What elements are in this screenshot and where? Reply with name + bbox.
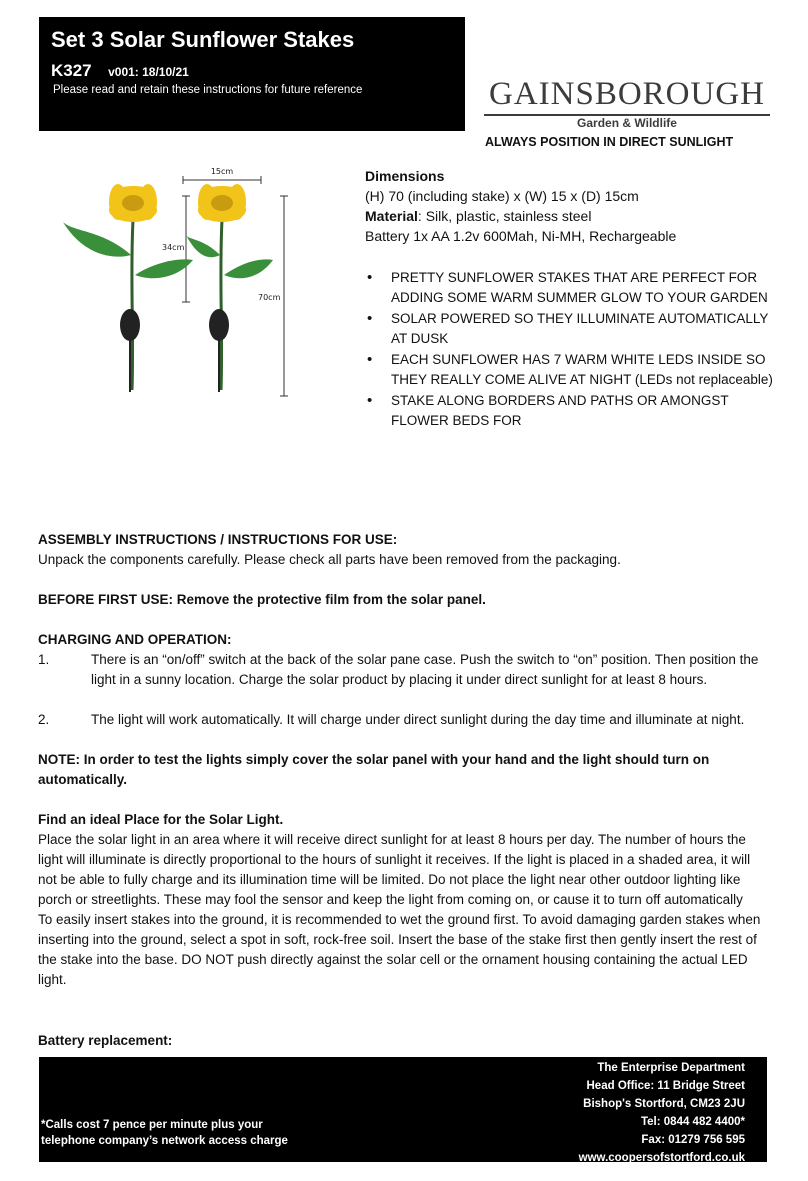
department-name: The Enterprise Department (597, 1062, 745, 1074)
material-row (365, 206, 785, 226)
step-number: 1. (38, 652, 50, 667)
assembly-heading: ASSEMBLY INSTRUCTIONS / INSTRUCTIONS FOR USE: (38, 532, 398, 547)
height-dimension-label: 70cm (258, 293, 281, 302)
document-title: Set 3 Solar Sunflower Stakes (51, 27, 355, 52)
placement-heading: Find an ideal Place for the Solar Light. (38, 812, 284, 827)
placement-section (38, 810, 768, 990)
contact-details (579, 1059, 745, 1167)
logo-brand-text: GAINSBOROUGH (488, 76, 766, 112)
charging-heading (38, 630, 768, 650)
list-item: • EACH SUNFLOWER HAS 7 WARM WHITE LEDS INSIDE SO THEY REALLY COME ALIVE AT NIGHT (LEDs not replaceable) (365, 350, 785, 390)
width-dimension-label: 15cm (210, 167, 234, 176)
sunflower-stake-right (186, 184, 273, 392)
placement-paragraph-1: Place the solar light in an area where it will receive direct sunlight for at least 8 hours per day. The number of hours the light will illuminate is directly proportional to the hours of sunlight it receives. If the light is placed in a shaded area, it will not be able to fully charge and its illumination time will be limited. Do not place the light near other outdoor lighting like porch or streetlights. These may fool the sensor and keep the light from coming on, or cause it to turn off automatically (38, 832, 751, 907)
header-code-row (51, 61, 189, 81)
dimensions-value: (H) 70 (including stake) x (W) 15 x (D) 15cm (365, 188, 639, 204)
list-item: • STAKE ALONG BORDERS AND PATHS OR AMONGST FLOWER BEDS FOR (365, 391, 785, 431)
charging-heading-text: CHARGING AND OPERATION: (38, 632, 232, 647)
step-text: The light will work automatically. It will charge under direct sunlight during the day time and illuminate at night. (91, 712, 745, 727)
sunflower-stake-left (63, 184, 193, 392)
list-item: • PRETTY SUNFLOWER STAKES THAT ARE PERFECT FOR ADDING SOME WARM SUMMER GLOW TO YOUR GARDEN (365, 268, 785, 308)
step-number: 2. (38, 712, 50, 727)
charging-step-2 (38, 710, 768, 730)
material-value: : Silk, plastic, stainless steel (417, 208, 592, 224)
address-line-2: Bishop's Stortford, CM23 2JU (583, 1098, 745, 1110)
feature-list (365, 268, 785, 432)
before-first-use (38, 590, 768, 610)
header-box (39, 17, 465, 131)
flower-dimension-label: 34cm (162, 243, 185, 252)
product-illustration (58, 160, 303, 420)
dimensions-heading: Dimensions (365, 168, 445, 184)
test-note (38, 750, 768, 790)
specifications (365, 166, 785, 246)
sunlight-note: ALWAYS POSITION IN DIRECT SUNLIGHT (485, 135, 734, 149)
placement-paragraph-2: To easily insert stakes into the ground, it is recommended to wet the ground first. To avoid damaging garden stakes when inserting into the ground, select a spot in soft, rock-free soil. Insert the base of the stake first then gently insert the rest of the stake into the base. DO NOT push directly against the solar cell or the ornament housing containing the actual LED light. (38, 912, 761, 987)
call-cost-line-1: *Calls cost 7 pence per minute plus your (41, 1119, 263, 1131)
battery-replacement-heading: Battery replacement: (38, 1033, 173, 1048)
battery-spec: Battery 1x AA 1.2v 600Mah, Ni-MH, Rechargeable (365, 228, 677, 244)
fax: Fax: 01279 756 595 (641, 1134, 745, 1146)
before-first-use-text: BEFORE FIRST USE: Remove the protective film from the solar panel. (38, 592, 486, 607)
assembly-text: Unpack the components carefully. Please check all parts have been removed from the packaging. (38, 552, 621, 567)
product-code: K327 (51, 61, 92, 80)
address-line-1: Head Office: 11 Bridge Street (586, 1080, 745, 1092)
logo-subtitle: Garden & Wildlife (577, 116, 677, 130)
material-label: Material (365, 208, 418, 224)
battery-replacement (38, 1031, 768, 1051)
telephone: Tel: 0844 482 4400* (640, 1116, 745, 1128)
charging-step-1 (38, 650, 768, 690)
test-note-text: NOTE: In order to test the lights simply cover the solar panel with your hand and the light should turn on automatically. (38, 752, 710, 787)
website-link[interactable]: www.coopersofstortford.co.uk (578, 1152, 745, 1164)
call-cost-line-2: telephone company’s network access charge (41, 1135, 288, 1147)
step-text: There is an “on/off” switch at the back of the solar pane case. Push the switch to “on” position. Then position the light in a sunny location. Charge the solar product by placing it under direct sunlight for at least 8 hours. (91, 652, 759, 687)
footer-box (39, 1057, 767, 1162)
retain-note: Please read and retain these instructions for future reference (53, 84, 363, 96)
assembly-section (38, 530, 768, 570)
call-cost-note (41, 1117, 331, 1149)
brand-logo (482, 76, 772, 130)
list-item: • SOLAR POWERED SO THEY ILLUMINATE AUTOMATICALLY AT DUSK (365, 309, 785, 349)
version-label: v001: 18/10/21 (108, 65, 189, 79)
